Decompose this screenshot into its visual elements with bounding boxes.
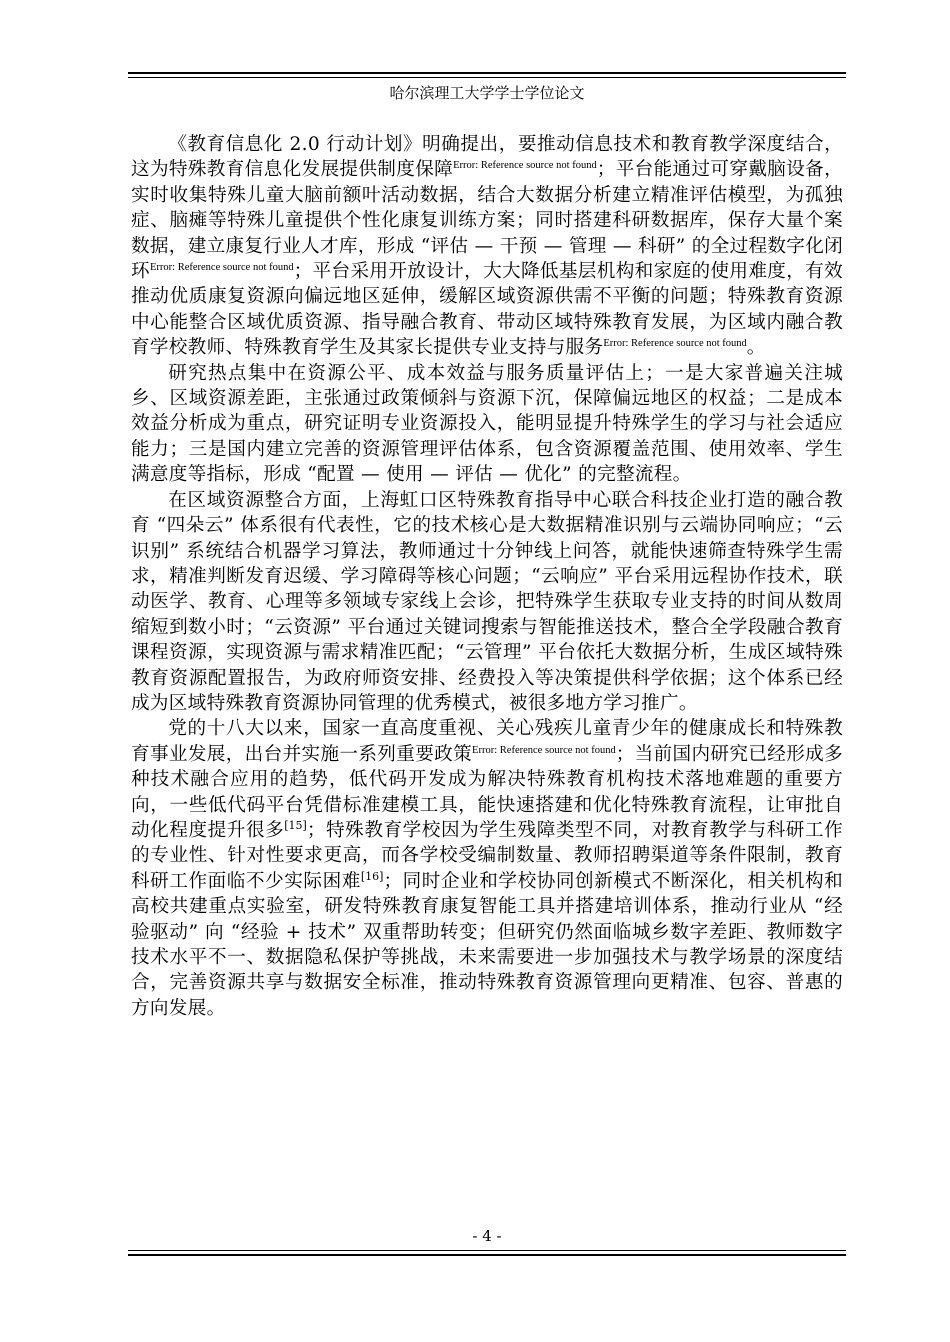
paragraph-4-text-3: ；特殊教育学校因为学生残障类型不同，对教育教学与科研工作的专业性、针对性要求更高，而各学校受编制数量、教师招聘渠道等条件限制，教育科研工作面临不少实际困难 [131,819,843,892]
citation-16: [16] [360,869,384,883]
paragraph-1-text-4: 。 [746,337,766,359]
paragraph-3: 在区域资源整合方面，上海虹口区特殊教育指导中心联合科技企业打造的融合教育 “四朵云” 体系很有代表性，它的技术核心是大数据精准识别与云端协同响应；“云识别” 系统结合机器学习算法，教师通过十分钟线上问答，就能快速筛查特殊学生需求，精准判断发育迟缓、学习障碍等核心问题；“云响应” 平台采用远程协作技术，联动医学、教育、心理等多领域专家线上会诊，把特殊学生获取专业支持的时间从数周缩短到数小时；“云资源” 平台通过关键词搜索与智能推送技术，整合全学段融合教育课程资源，实现资源与需求精准匹配；“云管理” 平台依托大数据分析，生成区域特殊教育资源配置报告，为政府师资安排、经费投入等决策提供科学依据；这个体系已经成为区域特殊教育资源协同管理的优秀模式，被很多地方学习推广。 [131,489,843,714]
paragraph-1-text-2: ；平台能通过可穿戴脑设备，实时收集特殊儿童大脑前额叶活动数据，结合大数据分析建立精准评估模型，为孤独症、脑瘫等特殊儿童提供个性化康复训练方案；同时搭建科研数据库，保存大量个案数据，建立康复行业人才库，形成 “评估 — 干预 — 管理 — 科研” 的全过程数字化闭环 [131,159,843,283]
page-header [128,60,846,104]
paragraph-2: 研究热点集中在资源公平、成本效益与服务质量评估上；一是大家普遍关注城乡、区域资源差距，主张通过政策倾斜与资源下沉，保障偏远地区的权益；二是成本效益分析成为重点，研究证明专业资源投入，能明显提升特殊学生的学习与社会适应能力；三是国内建立完善的资源管理评估体系，包含资源覆盖范围、使用效率、学生满意度等指标，形成 “配置 — 使用 — 评估 — 优化” 的完整流程。 [131,362,843,486]
reference-error: Error: Reference source not found [453,160,597,172]
citation-15: [15] [284,818,307,832]
header-title: 哈尔滨理工大学学士学位论文 [389,84,585,102]
header-rule-bottom [128,77,846,78]
header-rule-top [128,72,846,74]
paragraph-4-text-1: 党的十八大以来，国家一直高度重视、关心残疾儿童青少年的健康成长和特殊教育事业发展，出台并实施一系列重要政策 [131,718,843,765]
paragraph-1 [131,132,843,361]
paragraph-4-text-2: ；当前国内研究已经形成多种技术融合应用的趋势，低代码开发成为解决特殊教育机构技术落地难题的重要方向，一些低代码平台凭借标准建模工具，能快速搭建和优化特殊教育流程，让审批自动化程度提升很多 [131,743,844,841]
reference-error: Error: Reference source not found [149,261,294,273]
reference-error: Error: Reference source not found [472,744,616,756]
reference-error: Error: Reference source not found [603,338,747,350]
paragraph-4-text-4: ；同时企业和学校协同创新模式不断深化，相关机构和高校共建重点实验室，研发特殊教育康复智能工具并搭建培训体系，推动行业从 “经验驱动” 向 “经验 + 技术” 双重帮助转变；但研究仍然面临城乡数字差距、教师数字技术水平不一、数据隐私保护等挑战，未来需要进一步加强技术与教学场景的深度结合，完善资源共享与数据安全标准，推动特殊教育资源管理向更精准、包容、普惠的方向发展。 [131,870,843,1019]
footer-rule-top [128,1250,846,1251]
body-text [131,132,843,1021]
footer-rule-bottom [128,1254,846,1256]
paragraph-1-text-3: ；平台采用开放设计，大大降低基层机构和家庭的使用难度，有效推动优质康复资源向偏远地区延伸，缓解区域资源供需不平衡的问题；特殊教育资源中心能整合区域优质资源、指导融合教育、带动区域特殊教育发展，为区域内融合教育学校教师、特殊教育学生及其家长提供专业支持与服务 [131,261,844,359]
page-number: - 4 - [472,1227,502,1245]
paragraph-4 [131,716,843,1021]
paragraph-1-text-1: 《教育信息化 2.0 行动计划》明确提出，要推动信息技术和教育教学深度结合，这为特殊教育信息化发展提供制度保障 [131,134,843,181]
page-footer [128,1226,846,1256]
